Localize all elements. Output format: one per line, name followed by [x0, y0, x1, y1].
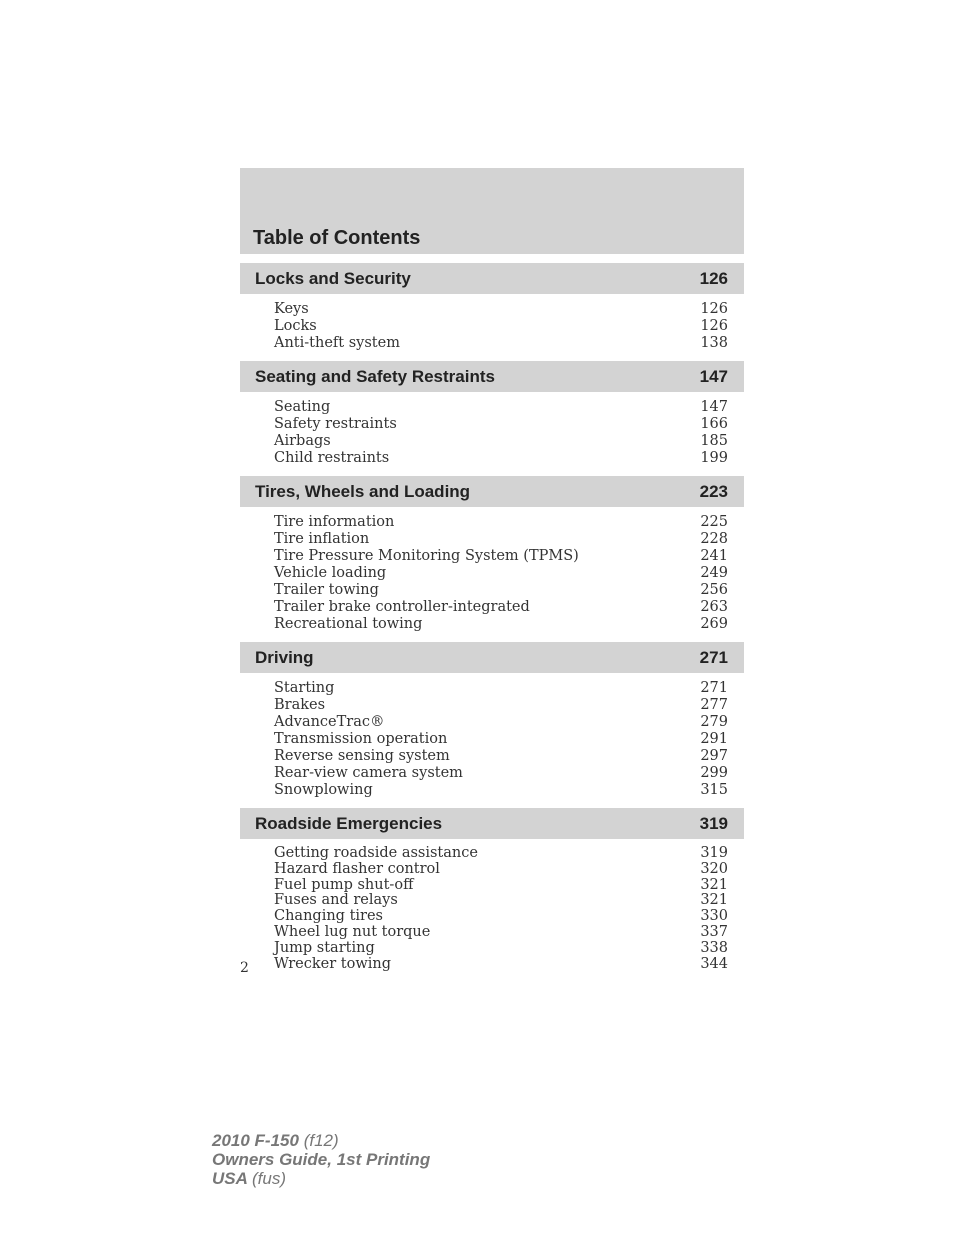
section-entries: [240, 294, 744, 352]
entry-page: 338: [700, 939, 728, 956]
entry-page: 330: [700, 908, 728, 925]
entry-page: 126: [700, 318, 728, 334]
toc-entry[interactable]: [274, 399, 728, 416]
section-title: Locks and Security: [255, 268, 411, 288]
footer-model-code: (f12): [303, 1131, 339, 1150]
entry-label: Wheel lug nut torque: [274, 923, 431, 940]
section-title: Tires, Wheels and Loading: [255, 481, 471, 501]
section-entries: [240, 392, 744, 467]
toc-entry[interactable]: [274, 548, 728, 565]
toc-entry[interactable]: [274, 925, 728, 941]
entry-page: 147: [700, 399, 728, 415]
toc-entry[interactable]: [274, 765, 728, 782]
entry-label: Getting roadside assistance: [274, 845, 478, 861]
toc-entry[interactable]: [274, 416, 728, 433]
toc-entry[interactable]: [274, 748, 728, 765]
toc-entry[interactable]: [274, 301, 728, 318]
entry-page: 166: [700, 416, 728, 432]
section-page: 223: [699, 481, 728, 501]
entry-page: 199: [700, 450, 728, 466]
entry-page: 228: [700, 531, 728, 547]
section-heading[interactable]: [240, 263, 744, 294]
entry-page: 249: [700, 565, 728, 581]
entry-label: Tire inflation: [274, 531, 370, 547]
entry-label: Fuel pump shut-off: [274, 876, 414, 893]
toc-entry[interactable]: [274, 433, 728, 450]
document-footer: [212, 1131, 430, 1188]
toc-entry[interactable]: [274, 582, 728, 599]
entry-label: Snowplowing: [274, 782, 373, 798]
entry-label: Airbags: [274, 433, 331, 449]
entry-page: 269: [700, 616, 728, 632]
toc-entry[interactable]: [274, 909, 728, 925]
entry-page: 279: [700, 714, 728, 730]
toc-entry[interactable]: [274, 878, 728, 894]
entry-page: 126: [700, 301, 728, 317]
toc-entry[interactable]: [274, 450, 728, 467]
section-title: Roadside Emergencies: [255, 813, 443, 833]
footer-region-code: (fus): [252, 1169, 286, 1188]
section-page: 271: [699, 647, 728, 667]
entry-label: Anti-theft system: [274, 335, 400, 351]
toc-entry[interactable]: [274, 731, 728, 748]
entry-page: 256: [700, 582, 728, 598]
section-entries: [240, 673, 744, 799]
toc-entry[interactable]: [274, 846, 728, 862]
entry-label: Wrecker towing: [274, 955, 392, 972]
entry-label: Hazard flasher control: [274, 860, 440, 877]
toc-entry[interactable]: [274, 335, 728, 352]
toc-entry[interactable]: [274, 782, 728, 799]
entry-label: Recreational towing: [274, 616, 423, 632]
entry-label: Vehicle loading: [274, 565, 387, 581]
footer-guide: Owners Guide, 1st Printing: [212, 1150, 431, 1169]
entry-label: Safety restraints: [274, 416, 397, 432]
section-heading[interactable]: [240, 642, 744, 673]
section-heading[interactable]: [240, 361, 744, 392]
section-entries: [240, 507, 744, 633]
footer-region-line: [212, 1169, 430, 1188]
toc-entry[interactable]: [274, 957, 728, 973]
entry-page: 320: [700, 860, 728, 877]
entry-label: Locks: [274, 318, 317, 334]
section-heading[interactable]: [240, 808, 744, 839]
page-number: 2: [240, 960, 249, 976]
toc-entry[interactable]: [274, 862, 728, 878]
section-title: Driving: [255, 647, 314, 667]
entry-page: 315: [700, 782, 728, 798]
entry-label: Reverse sensing system: [274, 748, 450, 764]
entry-page: 319: [700, 845, 728, 861]
toc-section-tires-wheels-and-loading: [240, 476, 744, 633]
toc-section-seating-and-safety-restraints: [240, 361, 744, 467]
entry-label: Keys: [274, 301, 309, 317]
entry-label: Trailer towing: [274, 582, 379, 598]
entry-label: Seating: [274, 399, 331, 415]
entry-label: Starting: [274, 680, 335, 696]
section-title: Seating and Safety Restraints: [255, 366, 495, 386]
entry-label: Rear-view camera system: [274, 765, 463, 781]
toc-section-driving: [240, 642, 744, 799]
entry-page: 297: [700, 748, 728, 764]
section-entries: [240, 839, 744, 972]
section-page: 126: [699, 268, 728, 288]
section-page: 147: [699, 366, 728, 386]
toc-header: [240, 168, 744, 254]
toc-entry[interactable]: [274, 565, 728, 582]
entry-label: Changing tires: [274, 908, 383, 925]
entry-page: 271: [700, 680, 728, 696]
entry-page: 225: [700, 514, 728, 530]
toc-section-locks-and-security: [240, 263, 744, 352]
entry-label: Jump starting: [274, 939, 375, 956]
toc-entry[interactable]: [274, 318, 728, 335]
section-page: 319: [699, 813, 728, 833]
entry-label: Brakes: [274, 697, 326, 713]
entry-page: 263: [700, 599, 728, 615]
entry-page: 344: [700, 955, 728, 972]
table-of-contents: [240, 168, 744, 972]
toc-title: Table of Contents: [253, 227, 421, 249]
toc-entry[interactable]: [274, 680, 728, 697]
entry-label: Fuses and relays: [274, 892, 398, 909]
toc-entry[interactable]: [274, 514, 728, 531]
entry-page: 291: [700, 731, 728, 747]
entry-page: 241: [700, 548, 728, 564]
section-heading[interactable]: [240, 476, 744, 507]
toc-section-roadside-emergencies: [240, 808, 744, 972]
toc-entry[interactable]: [274, 616, 728, 633]
entry-label: Tire Pressure Monitoring System (TPMS): [274, 548, 579, 564]
entry-page: 185: [700, 433, 728, 449]
entry-label: Trailer brake controller-integrated: [274, 599, 530, 615]
entry-label: Tire information: [274, 514, 395, 530]
toc-entry[interactable]: [274, 599, 728, 616]
toc-entry[interactable]: [274, 697, 728, 714]
toc-entry[interactable]: [274, 941, 728, 957]
toc-entry[interactable]: [274, 714, 728, 731]
toc-entry[interactable]: [274, 531, 728, 548]
entry-page: 321: [700, 876, 728, 893]
entry-label: Transmission operation: [274, 731, 448, 747]
footer-model: 2010 F-150: [212, 1131, 299, 1150]
footer-model-line: [212, 1131, 430, 1150]
entry-page: 337: [700, 923, 728, 940]
entry-page: 277: [700, 697, 728, 713]
entry-label: Child restraints: [274, 450, 390, 466]
entry-page: 299: [700, 765, 728, 781]
footer-region: USA: [212, 1169, 248, 1188]
entry-page: 138: [700, 335, 728, 351]
entry-label: AdvanceTrac®: [274, 714, 385, 730]
toc-entry[interactable]: [274, 893, 728, 909]
entry-page: 321: [700, 892, 728, 909]
